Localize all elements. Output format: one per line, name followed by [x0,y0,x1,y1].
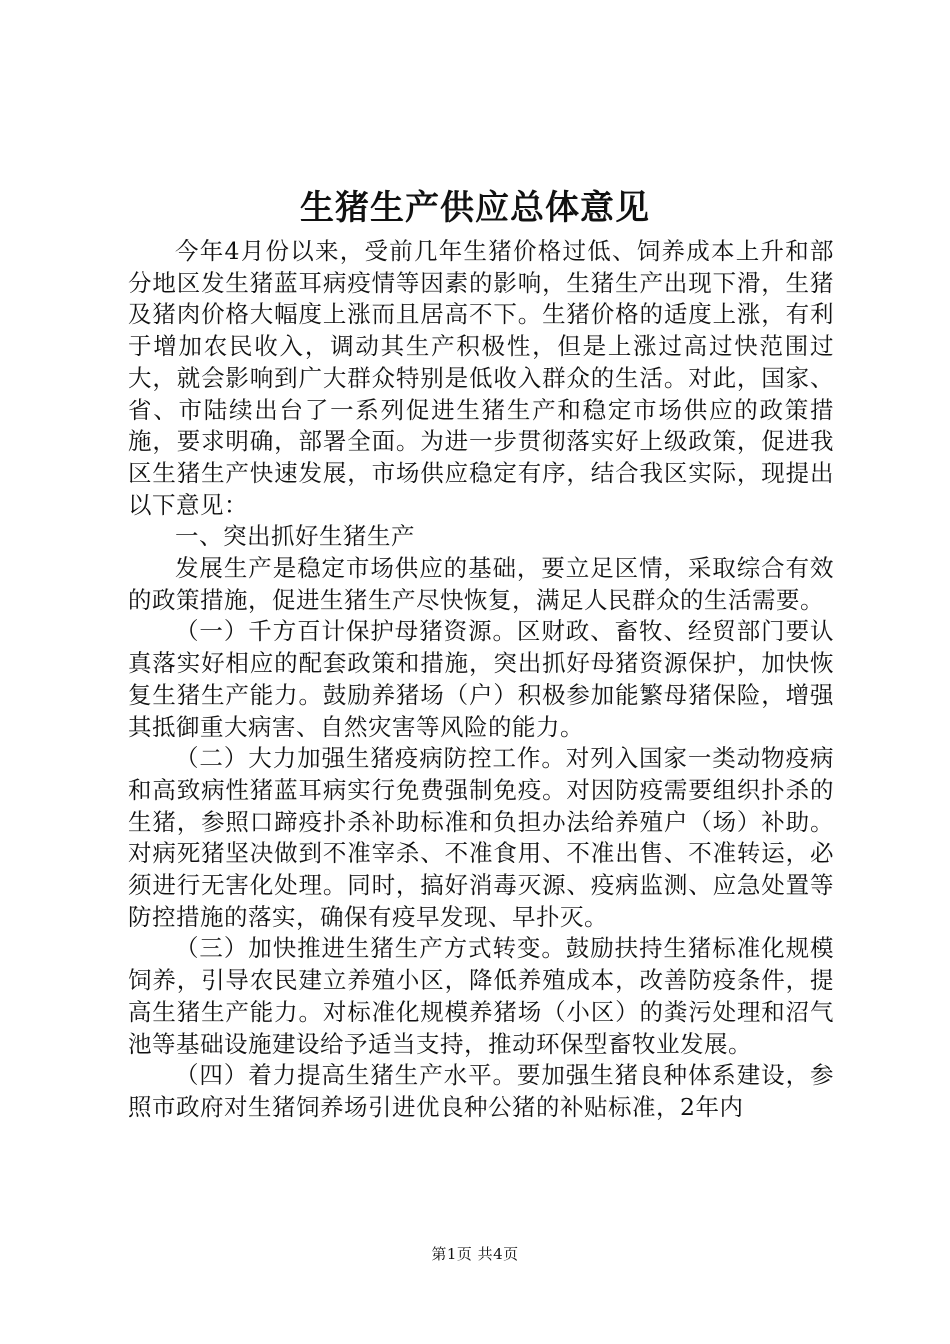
section-heading-1: 一、突出抓好生猪生产 [175,522,415,551]
paragraph-item-2: （二）大力加强生猪疫病防控工作。对列入国家一类动物疫病和高致病性猪蓝耳病实行免费强制免疫。对因防疫需要组织扑杀的生猪，参照口蹄疫扑杀补助标准和负担办法给养殖户（场）补助。对病死猪坚决做到不准宰杀、不准食用、不准出售、不准转运，必须进行无害化处理。同时，搞好消毒灭源、疫病监测、应急处置等防控措施的落实，确保有疫早发现、早扑灭。 [128,744,834,931]
document-body [128,236,834,1124]
paragraph-item-4: （四）着力提高生猪生产水平。要加强生猪良种体系建设，参照市政府对生猪饲养场引进优良种公猪的补贴标准，2年内 [128,1061,834,1121]
document-title: 生猪生产供应总体意见 [300,188,650,228]
paragraph-item-1: （一）千方百计保护母猪资源。区财政、畜牧、经贸部门要认真落实好相应的配套政策和措施，突出抓好母猪资源保护，加快恢复生猪生产能力。鼓励养猪场（户）积极参加能繁母猪保险，增强其抵御重大病害、自然灾害等风险的能力。 [128,617,834,741]
paragraph-intro: 今年4月份以来，受前几年生猪价格过低、饲养成本上升和部分地区发生猪蓝耳病疫情等因素的影响，生猪生产出现下滑，生猪及猪肉价格大幅度上涨而且居高不下。生猪价格的适度上涨，有利于增加农民收入，调动其生产积极性，但是上涨过高过快范围过大，就会影响到广大群众特别是低收入群众的生活。对此，国家、省、市陆续出台了一系列促进生猪生产和稳定市场供应的政策措施，要求明确，部署全面。为进一步贯彻落实好上级政策，促进我区生猪生产快速发展，市场供应稳定有序，结合我区实际，现提出以下意见： [128,237,834,519]
paragraph-section-1-intro: 发展生产是稳定市场供应的基础，要立足区情，采取综合有效的政策措施，促进生猪生产尽快恢复，满足人民群众的生活需要。 [128,554,834,614]
page-number-footer: 第1页 共4页 [431,1245,519,1263]
paragraph-item-3: （三）加快推进生猪生产方式转变。鼓励扶持生猪标准化规模饲养，引导农民建立养殖小区，降低养殖成本，改善防疫条件，提高生猪生产能力。对标准化规模养猪场（小区）的粪污处理和沼气池等基础设施建设给予适当支持，推动环保型畜牧业发展。 [128,934,834,1058]
